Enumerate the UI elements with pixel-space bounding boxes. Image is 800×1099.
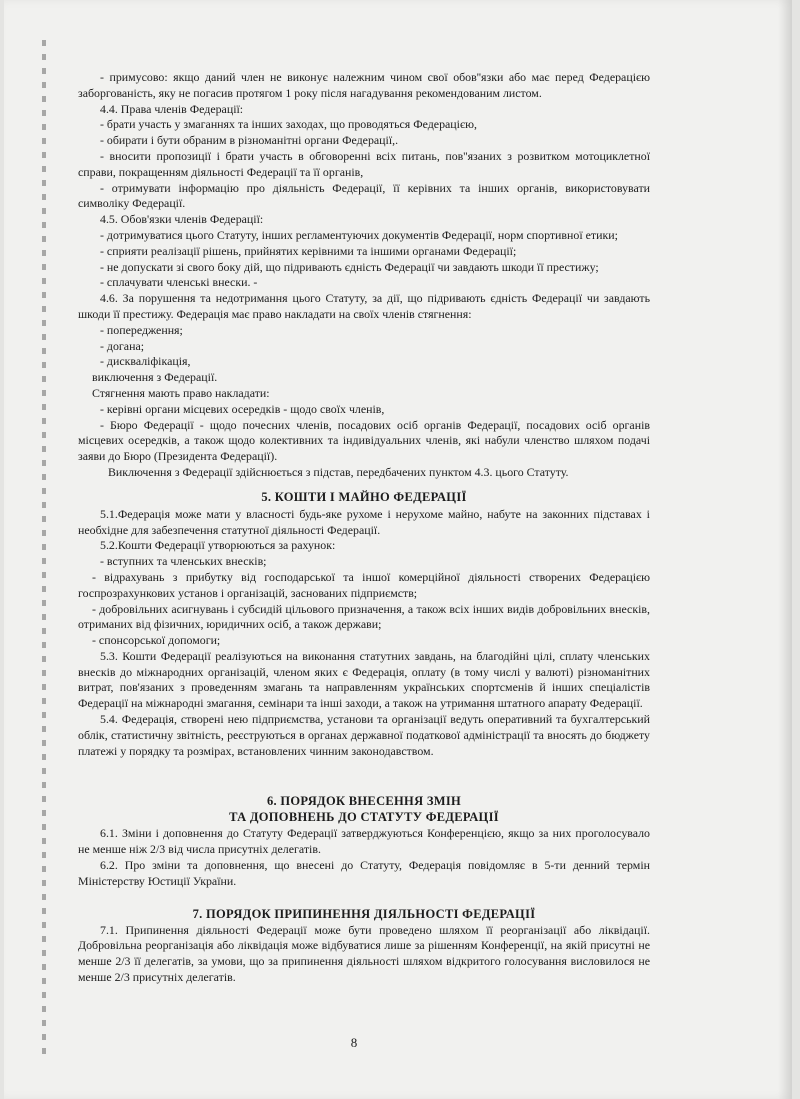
- list-item-penalty-2: - догана;: [100, 338, 145, 353]
- paragraph-5-4: 5.4. Федерація, створені нею підприємства, установи та організації ведуть оперативний та бухгалтерський облік, статистичну звітність, реєструються в органах державної податкової адміністрації та вносять до бюджету платежі у порядку та розмірах, встановлених чинним законодавством.: [78, 712, 650, 758]
- list-item-penalty-4: виключення з Федерації.: [92, 370, 218, 385]
- list-item-penalty-1: - попередження;: [100, 322, 183, 337]
- list-item-duty-1: - дотримуватися цього Статуту, інших регламентуючих документів Федерації, норм спортивної етики;: [100, 227, 618, 242]
- paragraph-5-2: 5.2.Кошти Федерації утворюються за рахунок:: [100, 538, 336, 553]
- list-item-duty-2: - сприяти реалізації рішень, прийнятих керівними та іншими органами Федерації;: [100, 243, 517, 258]
- list-item-right-4: - отримувати інформацію про діяльність Федерації, її керівних та інших органів, використовувати символіку Федерації.: [78, 180, 650, 211]
- paragraph-4-4-heading: 4.4. Права членів Федерації:: [100, 101, 244, 116]
- document-body: [78, 70, 650, 986]
- list-item-penalty-3: - дискваліфікація,: [100, 354, 191, 369]
- list-item-duty-4: - сплачувати членські внески. -: [100, 275, 258, 290]
- paragraph-forced-exclusion: - примусово: якщо даний член не виконує належним чином свої обов''язки або має перед Федерацією заборгованість, яку не погасив протягом 1 року після нагадування рекомендованим листом.: [78, 70, 650, 100]
- list-item-right-1: - брати участь у змаганнях та інших заходах, що проводяться Федерацією,: [100, 117, 477, 132]
- paragraph-exclusion-grounds: Виключення з Федерації здійснюється з підстав, передбачених пунктом 4.3. цього Статуту.: [108, 464, 569, 479]
- paragraph-6-1: 6.1. Зміни і доповнення до Статуту Федерації затверджуються Конференцією, якщо за них проголосувало не менше ніж 2/3 від числа присутніх делегатів.: [78, 826, 650, 857]
- list-item-funds-2: - відрахувань з прибутку від господарської та іншої комерційної діяльності створених Федерацією госпрозрахункових установ і організацій, заснованих підприємств;: [78, 569, 650, 600]
- section-7-heading: 7. ПОРЯДОК ПРИПИНЕННЯ ДІЯЛЬНОСТІ ФЕДЕРАЦІЇ: [192, 906, 536, 921]
- list-item-funds-3: - добровільних асигнувань і субсидій цільового призначення, а також всіх інших видів добровільних внесків, отриманих від фізичних, юридичних осіб, а також держави;: [78, 601, 650, 632]
- page-number: 8: [350, 1035, 358, 1050]
- paragraph-6-2: 6.2. Про зміни та доповнення, що внесені до Статуту, Федерація повідомляє в 5-ти денний термін Міністерству Юстиції України.: [78, 858, 650, 888]
- binding-marks: [42, 40, 46, 1060]
- paragraph-4-6: 4.6. За порушення та недотримання цього Статуту, за дії, що підривають єдність Федерації чи завдають шкоди її престижу. Федерація має право накладати на своїх членів стягнення:: [78, 291, 650, 321]
- paragraph-4-5-heading: 4.5. Обов'язки членів Федерації:: [100, 212, 264, 227]
- section-6-heading-line-2: ТА ДОПОВНЕНЬ ДО СТАТУТУ ФЕДЕРАЦІЇ: [229, 810, 499, 825]
- list-item-funds-4: - спонсорської допомоги;: [92, 633, 221, 648]
- page-edge-shadow: [778, 0, 792, 1099]
- list-item-right-3: - вносити пропозиції і брати участь в обговоренні всіх питань, пов''язаних з розвитком мотоциклетної справи, покращенням діяльності Федерації та її органів,: [78, 148, 650, 179]
- section-5-heading: 5. КОШТИ І МАЙНО ФЕДЕРАЦІЇ: [261, 489, 467, 504]
- document-page: [4, 0, 792, 1099]
- paragraph-7-1: 7.1. Припинення діяльності Федерації може бути проведено шляхом її реорганізації або ліквідації. Добровільна реорганізація або ліквідація може відбуватися лише за рішенням Конференції, на якій присутні не менше 2/3 її делегатів, за умови, що за припинення діяльності шляхом відкритого голосування висловилося не менше 2/3 присутніх делегатів.: [78, 922, 650, 985]
- list-item-authority-1: - керівні органи місцевих осередків - щодо своїх членів,: [100, 401, 385, 416]
- paragraph-penalty-authority: Стягнення мають право накладати:: [92, 385, 270, 400]
- paragraph-5-3: 5.3. Кошти Федерації реалізуються на виконання статутних завдань, на благодійні цілі, сплату членських внесків до міжнародних організацій, членом яких є Федерація, оплату (в тому числі у валюті) різноманітних витрат, пов'язаних з проведенням змагань та направленням українських спортсменів й інших спеціалістів Федерації на міжнародні змагання, семінари та інші заходи, а також на утримання штатного апарату Федерації.: [78, 648, 650, 711]
- list-item-right-2: - обирати і бути обраним в різноманітні органи Федерації,.: [100, 133, 399, 148]
- section-6-heading-line-1: 6. ПОРЯДОК ВНЕСЕННЯ ЗМІН: [266, 794, 462, 809]
- list-item-funds-1: - вступних та членських внесків;: [100, 554, 267, 569]
- list-item-authority-2: - Бюро Федерації - щодо почесних членів, посадових осіб органів Федерації, посадових осіб органів місцевих осередків, а також щодо колективних та індивідуальних членів, які набули членство шляхом подачі заяви до Бюро (Президента Федерації).: [78, 417, 650, 464]
- paragraph-5-1: 5.1.Федерація може мати у власності будь-яке рухоме і нерухоме майно, набуте на законних підставах і необхідне для забезпечення статутної діяльності Федерації.: [78, 506, 650, 537]
- list-item-duty-3: - не допускати зі свого боку дій, що підривають єдність Федерації чи завдають шкоди її престижу;: [100, 259, 599, 274]
